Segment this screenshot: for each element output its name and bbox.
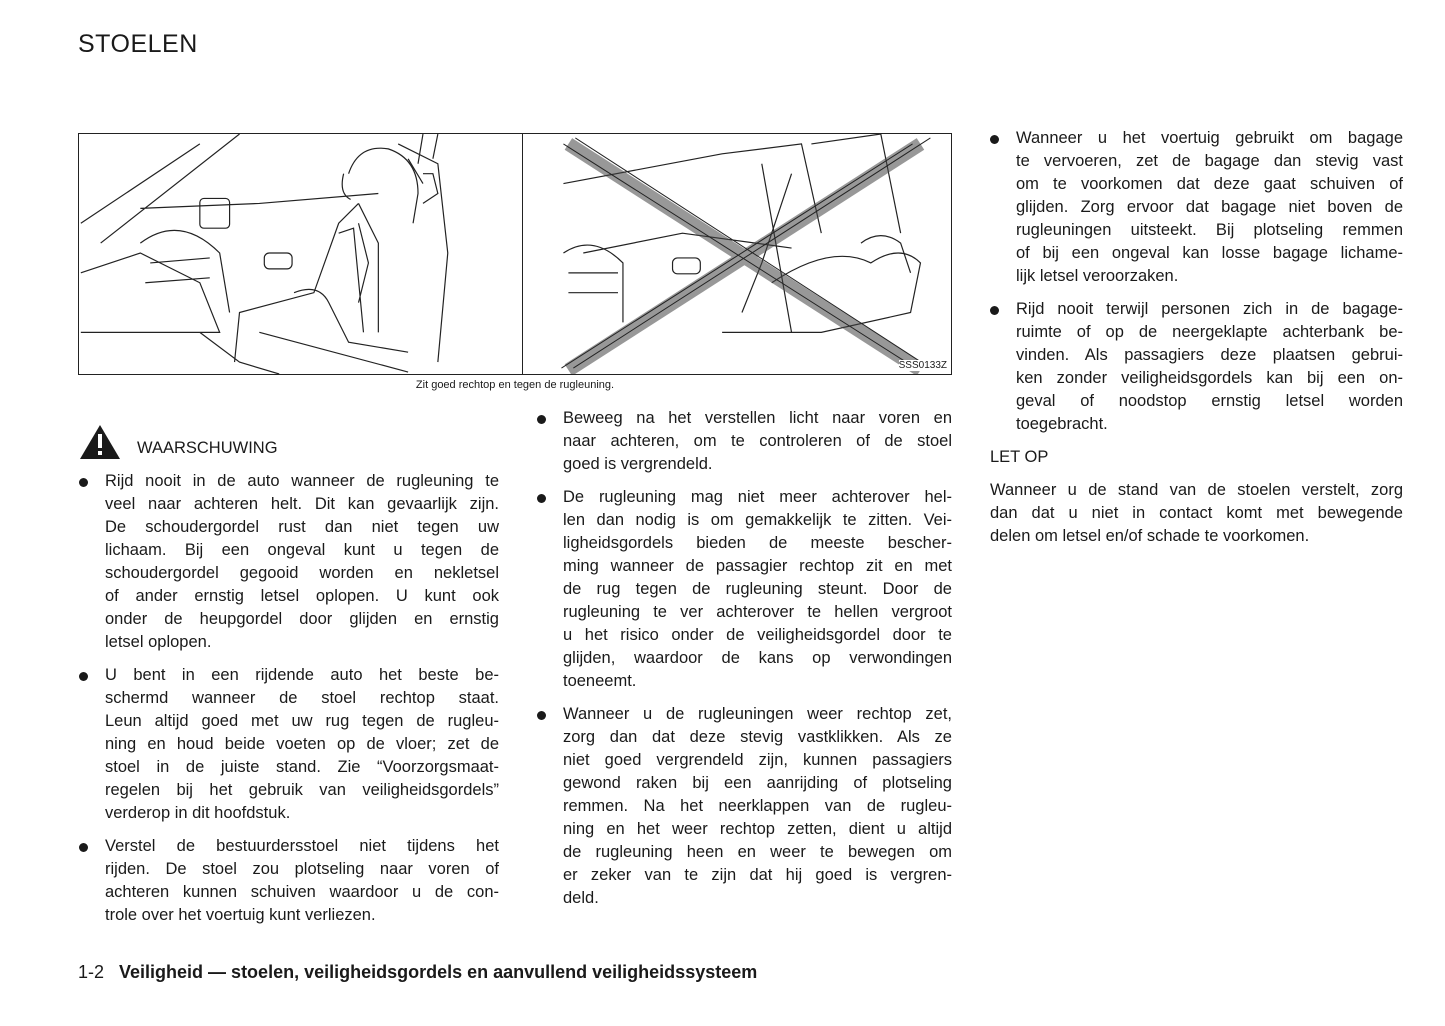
text-line: ken zonder veiligheidsgordels kan bij een on-: [1016, 369, 1403, 387]
text-line: rugleuning te ver achterover te hellen vergroot: [563, 603, 952, 621]
correct-seating-illustration: [79, 134, 523, 374]
text-line: De schoudergordel rust dan niet tegen uw: [105, 518, 499, 536]
text-line: toeneemt.: [563, 672, 637, 690]
page-footer: [78, 962, 757, 983]
chapter-title: Veiligheid — stoelen, veiligheidsgordels en aanvullend veiligheidssysteem: [119, 962, 758, 982]
text-line: Verstel de bestuurdersstoel niet tijdens het: [105, 837, 499, 855]
text-line: goed is vergrendeld.: [563, 455, 713, 473]
text-line: lijk letsel veroorzaken.: [1016, 267, 1179, 285]
text-line: regelen bij het gebruik van veiligheidsgordels”: [105, 781, 499, 799]
text-line: veel naar achteren helt. Dit kan gevaarlijk zijn.: [105, 495, 499, 513]
text-line: rijden. De stoel zou plotseling naar voren of: [105, 860, 499, 878]
text-line: trole over het voertuig kunt verliezen.: [105, 906, 376, 924]
text-line: glijden, waardoor de kans op verwondingen: [563, 649, 952, 667]
text-line: toegebracht.: [1016, 415, 1108, 433]
text-line: zorg dan dat deze stevig vastklikken. Als ze: [563, 728, 952, 746]
text-line: Beweeg na het verstellen licht naar voren en: [563, 409, 952, 427]
seat-illustration: [78, 133, 952, 375]
text-line: achteren kunnen schuiven waardoor u de con-: [105, 883, 499, 901]
middle-column: [537, 407, 952, 920]
text-line: lichaam. Bij een ongeval kunt u tegen de: [105, 541, 499, 559]
text-line: schoudergordel gegooid worden en nekletsel: [105, 564, 499, 582]
bullet-item: [537, 407, 952, 476]
text-line: Leun altijd goed met uw rug tegen de rugleu-: [105, 712, 499, 730]
caution-text: [990, 479, 1403, 548]
warning-list: [79, 470, 499, 927]
text-line: remmen. Na het neerklappen van de rugleu-: [563, 797, 952, 815]
text-line: niet goed vergrendeld zijn, kunnen passagiers: [563, 751, 952, 769]
text-line: geval of noodstop ernstig letsel worden: [1016, 392, 1403, 410]
text-line: te vervoeren, zet de bagage dan stevig vast: [1016, 152, 1403, 170]
warning-triangle-icon: [79, 424, 121, 460]
text-line: schermd wanneer de stoel rechtop staat.: [105, 689, 499, 707]
bullet-item: [79, 835, 499, 927]
text-line: om te voorkomen dat deze gaat schuiven of: [1016, 175, 1403, 193]
bullet-item: [537, 486, 952, 693]
text-line: de rug tegen de rugleuning steunt. Door de: [563, 580, 952, 598]
text-line: len dan nodig is om gemakkelijk te zitten. Vei-: [563, 511, 952, 529]
page-title: STOELEN: [78, 30, 198, 58]
text-line: Rijd nooit in de auto wanneer de rugleuning te: [105, 472, 499, 490]
text-line: Rijd nooit terwijl personen zich in de bagage-: [1016, 300, 1403, 318]
text-line: deld.: [563, 889, 599, 907]
text-line: u het risico onder de veiligheidsgordel door te: [563, 626, 952, 644]
page-number: 1-2: [78, 962, 105, 982]
bullet-item: [537, 703, 952, 910]
text-line: onder de heupgordel door glijden en ernstig: [105, 610, 499, 628]
right-column: [990, 127, 1403, 548]
text-line: verderop in dit hoofdstuk.: [105, 804, 291, 822]
bullet-item: [990, 127, 1403, 288]
text-line: letsel oplopen.: [105, 633, 212, 651]
bullet-item: [79, 664, 499, 825]
text-line: ruimte of op de neergeklapte achterbank be-: [1016, 323, 1403, 341]
text-line: Wanneer u de stand van de stoelen verstelt, zorg: [990, 481, 1403, 499]
bullet-item: [990, 298, 1403, 436]
text-line: rugleuningen uitsteekt. Bij plotseling remmen: [1016, 221, 1403, 239]
text-line: dan dat u niet in contact komt met bewegende: [990, 504, 1403, 522]
text-line: ning en het weer rechtop zetten, dient u altijd: [563, 820, 952, 838]
text-line: delen om letsel en/of schade te voorkomen.: [990, 527, 1310, 545]
text-line: U bent in een rijdende auto het beste be-: [105, 666, 499, 684]
bullet-item: [79, 470, 499, 654]
text-line: er zeker van te zijn dat hij goed is vergren-: [563, 866, 952, 884]
text-line: of bij een ongeval kan losse bagage lichame-: [1016, 244, 1403, 262]
text-line: de rugleuning heen en weer te bewegen om: [563, 843, 952, 861]
text-line: De rugleuning mag niet meer achterover hel-: [563, 488, 952, 506]
text-line: Wanneer u het voertuig gebruikt om bagage: [1016, 129, 1403, 147]
text-line: Wanneer u de rugleuningen weer rechtop zet,: [563, 705, 952, 723]
warning-label: WAARSCHUWING: [137, 438, 278, 457]
text-line: glijden. Zorg ervoor dat bagage niet boven de: [1016, 198, 1403, 216]
text-line: vinden. Als passagiers deze plaatsen gebrui-: [1016, 346, 1403, 364]
warning-column: [79, 424, 499, 937]
figure-code: SSS0133Z: [898, 360, 947, 371]
text-line: gewond raken bij een aanrijding of plotseling: [563, 774, 952, 792]
warning-header: [79, 424, 499, 460]
right-list: [990, 127, 1403, 436]
figure-caption: Zit goed rechtop en tegen de rugleuning.: [415, 379, 615, 391]
text-line: stoel in de juiste stand. Zie “Voorzorgsmaat-: [105, 758, 499, 776]
text-line: naar achteren, om te controleren of de stoel: [563, 432, 952, 450]
text-line: ning en houd beide voeten op de vloer; zet de: [105, 735, 499, 753]
text-line: ming wanneer de passagier rechtop zit en met: [563, 557, 952, 575]
text-line: of ander ernstig letsel oplopen. U kunt ook: [105, 587, 499, 605]
text-line: ligheidsgordels bieden de meeste bescher-: [563, 534, 952, 552]
caution-heading: LET OP: [990, 448, 1049, 466]
incorrect-seating-illustration: [523, 134, 951, 374]
